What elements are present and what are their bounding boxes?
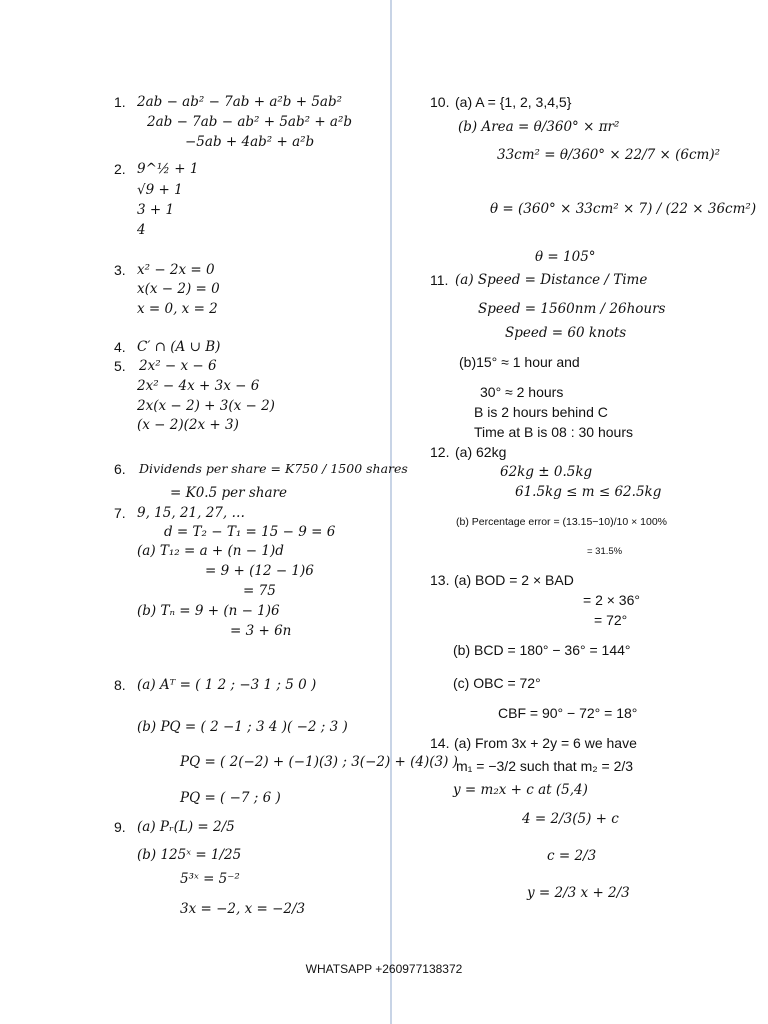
answer-11-line-2: Speed = 1560nm / 26hours <box>478 301 666 317</box>
answer-8-line-2: (b) PQ = ( 2 −1 ; 3 4 )( −2 ; 3 ) <box>137 719 348 735</box>
answer-6-line-2: = K0.5 per share <box>170 485 287 501</box>
answer-11-line-1: (a) Speed = Distance / Time <box>455 272 648 288</box>
answer-13-line-3: = 72° <box>594 612 628 628</box>
answer-13-line-4: (b) BCD = 180° − 36° = 144° <box>453 642 631 658</box>
answer-7-line-2: d = T₂ − T₁ = 15 − 9 = 6 <box>164 524 336 540</box>
answer-12-line-4: (b) Percentage error = (13.15−10)/10 × 100% <box>456 516 668 528</box>
column-divider <box>390 0 392 1024</box>
answer-3-number: 3. <box>114 262 126 278</box>
answer-1-line-2: 2ab − 7ab − ab² + 5ab² + a²b <box>147 114 353 130</box>
answer-11-line-5: 30° ≈ 2 hours <box>480 384 564 400</box>
answer-4-line-1: C′ ∩ (A ∪ B) <box>137 339 221 355</box>
answer-7-line-3: (a) T₁₂ = a + (n − 1)d <box>137 543 284 559</box>
answer-1-number: 1. <box>114 94 126 110</box>
answer-14-line-5: c = 2/3 <box>547 848 597 864</box>
answer-5-line-1: 2x² − x − 6 <box>139 358 217 374</box>
answer-2-number: 2. <box>114 161 126 177</box>
answer-2-line-2: √9 + 1 <box>137 182 183 198</box>
answer-12-line-2: 62kg ± 0.5kg <box>500 464 593 480</box>
answer-9-line-2: (b) 125ˣ = 1/25 <box>137 847 242 863</box>
answer-11-line-4: (b)15° ≈ 1 hour and <box>459 354 580 370</box>
answer-7-line-1: 9, 15, 21, 27, … <box>137 505 245 521</box>
answer-5-line-2: 2x² − 4x + 3x − 6 <box>137 378 260 394</box>
answer-10-line-1: (a) A = {1, 2, 3,4,5} <box>455 94 572 110</box>
answer-11-line-3: Speed = 60 knots <box>505 325 627 341</box>
answer-5-line-3: 2x(x − 2) + 3(x − 2) <box>137 398 275 414</box>
answer-5-line-4: (x − 2)(2x + 3) <box>137 417 239 433</box>
answer-13-line-6: CBF = 90° − 72° = 18° <box>498 705 638 721</box>
answer-12-number: 12. <box>430 444 450 460</box>
answer-11-number: 11. <box>430 272 449 288</box>
answer-10-number: 10. <box>430 94 450 110</box>
answer-14-line-3: y = m₂x + c at (5,4) <box>453 782 588 798</box>
answer-13-line-2: = 2 × 36° <box>583 592 640 608</box>
answer-8-number: 8. <box>114 677 126 693</box>
answer-7-line-6: (b) Tₙ = 9 + (n − 1)6 <box>137 603 280 619</box>
answer-12-line-1: (a) 62kg <box>455 444 507 460</box>
answer-2-line-3: 3 + 1 <box>137 202 175 218</box>
answer-3-line-1: x² − 2x = 0 <box>137 262 215 278</box>
answer-14-line-1: (a) From 3x + 2y = 6 we have <box>454 735 637 751</box>
answer-11-line-7: Time at B is 08 : 30 hours <box>474 424 633 440</box>
answer-12-line-5: = 31.5% <box>587 546 623 557</box>
answer-10-line-3: 33cm² = θ/360° × 22/7 × (6cm)² <box>497 147 721 163</box>
answer-9-line-4: 3x = −2, x = −2/3 <box>180 901 306 917</box>
answer-13-number: 13. <box>430 572 450 588</box>
answer-8-line-1: (a) Aᵀ = ( 1 2 ; −3 1 ; 5 0 ) <box>137 677 317 693</box>
answer-2-line-4: 4 <box>137 222 146 238</box>
answer-3-line-2: x(x − 2) = 0 <box>137 281 220 297</box>
answer-10-line-2: (b) Area = θ/360° × πr² <box>458 119 620 135</box>
answer-2-line-1: 9^½ + 1 <box>137 161 199 177</box>
answer-14-line-2: m₁ = −3/2 such that m₂ = 2/3 <box>456 758 634 774</box>
answer-7-line-4: = 9 + (12 − 1)6 <box>205 563 314 579</box>
answer-6-number: 6. <box>114 461 126 477</box>
footer-contact: WHATSAPP +260977138372 <box>305 962 463 976</box>
answer-8-line-4: PQ = ( −7 ; 6 ) <box>180 790 281 806</box>
answer-9-line-3: 5³ˣ = 5⁻² <box>180 871 240 887</box>
answer-11-line-6: B is 2 hours behind C <box>474 404 608 420</box>
answer-12-line-3: 61.5kg ≤ m ≤ 62.5kg <box>515 484 662 500</box>
answer-7-number: 7. <box>114 505 126 521</box>
answer-8-line-3: PQ = ( 2(−2) + (−1)(3) ; 3(−2) + (4)(3) ) <box>180 754 458 770</box>
answer-9-number: 9. <box>114 819 126 835</box>
answer-14-line-6: y = 2/3 x + 2/3 <box>527 885 630 901</box>
answer-13-line-1: (a) BOD = 2 × BAD <box>454 572 574 588</box>
answer-7-line-7: = 3 + 6n <box>230 623 292 639</box>
answer-7-line-5: = 75 <box>243 583 276 599</box>
answer-10-line-5: θ = 105° <box>535 249 596 265</box>
answer-10-line-4: θ = (360° × 33cm² × 7) / (22 × 36cm²) <box>490 201 757 217</box>
answer-14-number: 14. <box>430 735 450 751</box>
answer-14-line-4: 4 = 2/3(5) + c <box>522 811 619 827</box>
answer-3-line-3: x = 0, x = 2 <box>137 301 218 317</box>
answer-13-line-5: (c) OBC = 72° <box>453 675 541 691</box>
answer-9-line-1: (a) Pᵣ(L) = 2/5 <box>137 819 235 835</box>
answer-6-line-1: Dividends per share = K750 / 1500 shares <box>139 461 408 476</box>
answer-4-number: 4. <box>114 339 126 355</box>
answer-1-line-1: 2ab − ab² − 7ab + a²b + 5ab² <box>137 94 343 110</box>
answer-5-number: 5. <box>114 358 126 374</box>
answer-1-line-3: −5ab + 4ab² + a²b <box>185 134 315 150</box>
